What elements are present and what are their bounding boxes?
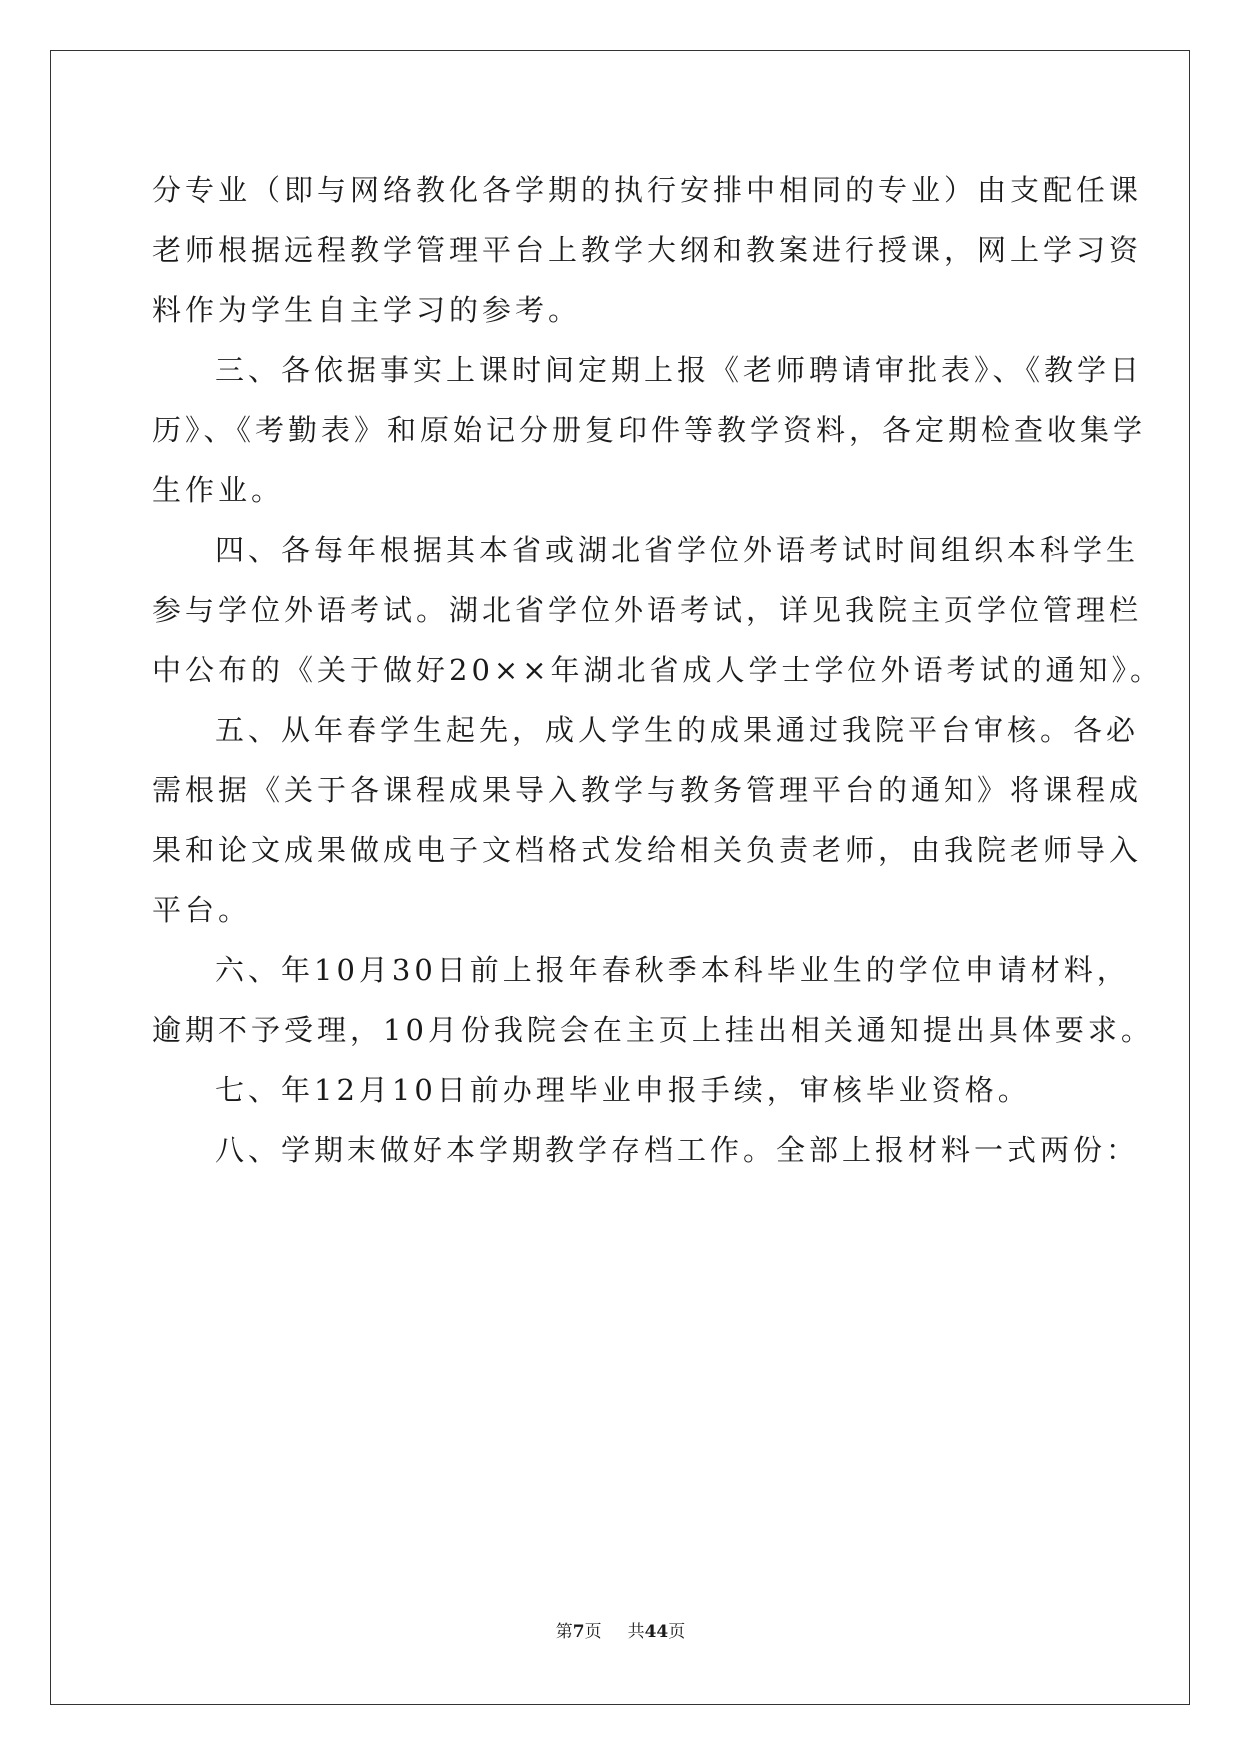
page-footer <box>0 1620 1241 1644</box>
text-line: 果和论文成果做成电子文档格式发给相关负责老师，由我院老师导入 <box>152 833 1143 867</box>
text-line: 老师根据远程教学管理平台上教学大纲和教案进行授课，网上学习资 <box>152 233 1143 267</box>
text-line: 历》、《考勤表》和原始记分册复印件等教学资料，各定期检查收集学 <box>152 413 1147 447</box>
text-line: 七、年12月10日前办理毕业申报手续，审核毕业资格。 <box>215 1073 1031 1107</box>
text-line: 六、年10月30日前上报年春秋季本科毕业生的学位申请材料， <box>215 953 1130 987</box>
page-prefix: 第 <box>555 1622 573 1642</box>
total-pages: 44 <box>644 1622 669 1642</box>
document-body <box>152 160 1164 1180</box>
text-line: 生作业。 <box>152 473 285 507</box>
text-line: 三、各依据事实上课时间定期上报《老师聘请审批表》、《教学日 <box>215 353 1144 387</box>
text-line: 需根据《关于各课程成果导入教学与教务管理平台的通知》将课程成 <box>152 773 1143 807</box>
text-line: 五、从年春学生起先，成人学生的成果通过我院平台审核。各必 <box>215 713 1140 747</box>
total-suffix: 页 <box>668 1622 686 1642</box>
page-number: 7 <box>572 1622 585 1642</box>
text-line: 八、学期末做好本学期教学存档工作。全部上报材料一式两份： <box>215 1133 1140 1167</box>
text-line: 料作为学生自主学习的参考。 <box>152 293 582 327</box>
text-line: 参与学位外语考试。湖北省学位外语考试，详见我院主页学位管理栏 <box>152 593 1143 627</box>
text-line: 逾期不予受理，10月份我院会在主页上挂出相关通知提出具体要求。 <box>152 1013 1154 1047</box>
page-suffix: 页 <box>584 1622 602 1642</box>
text-line: 分专业（即与网络教化各学期的执行安排中相同的专业）由支配任课 <box>152 173 1143 207</box>
total-prefix: 共 <box>627 1622 645 1642</box>
text-line: 平台。 <box>152 893 252 927</box>
text-line: 四、各每年根据其本省或湖北省学位外语考试时间组织本科学生 <box>215 533 1140 567</box>
text-line: 中公布的《关于做好20××年湖北省成人学士学位外语考试的通知》。 <box>152 653 1164 687</box>
